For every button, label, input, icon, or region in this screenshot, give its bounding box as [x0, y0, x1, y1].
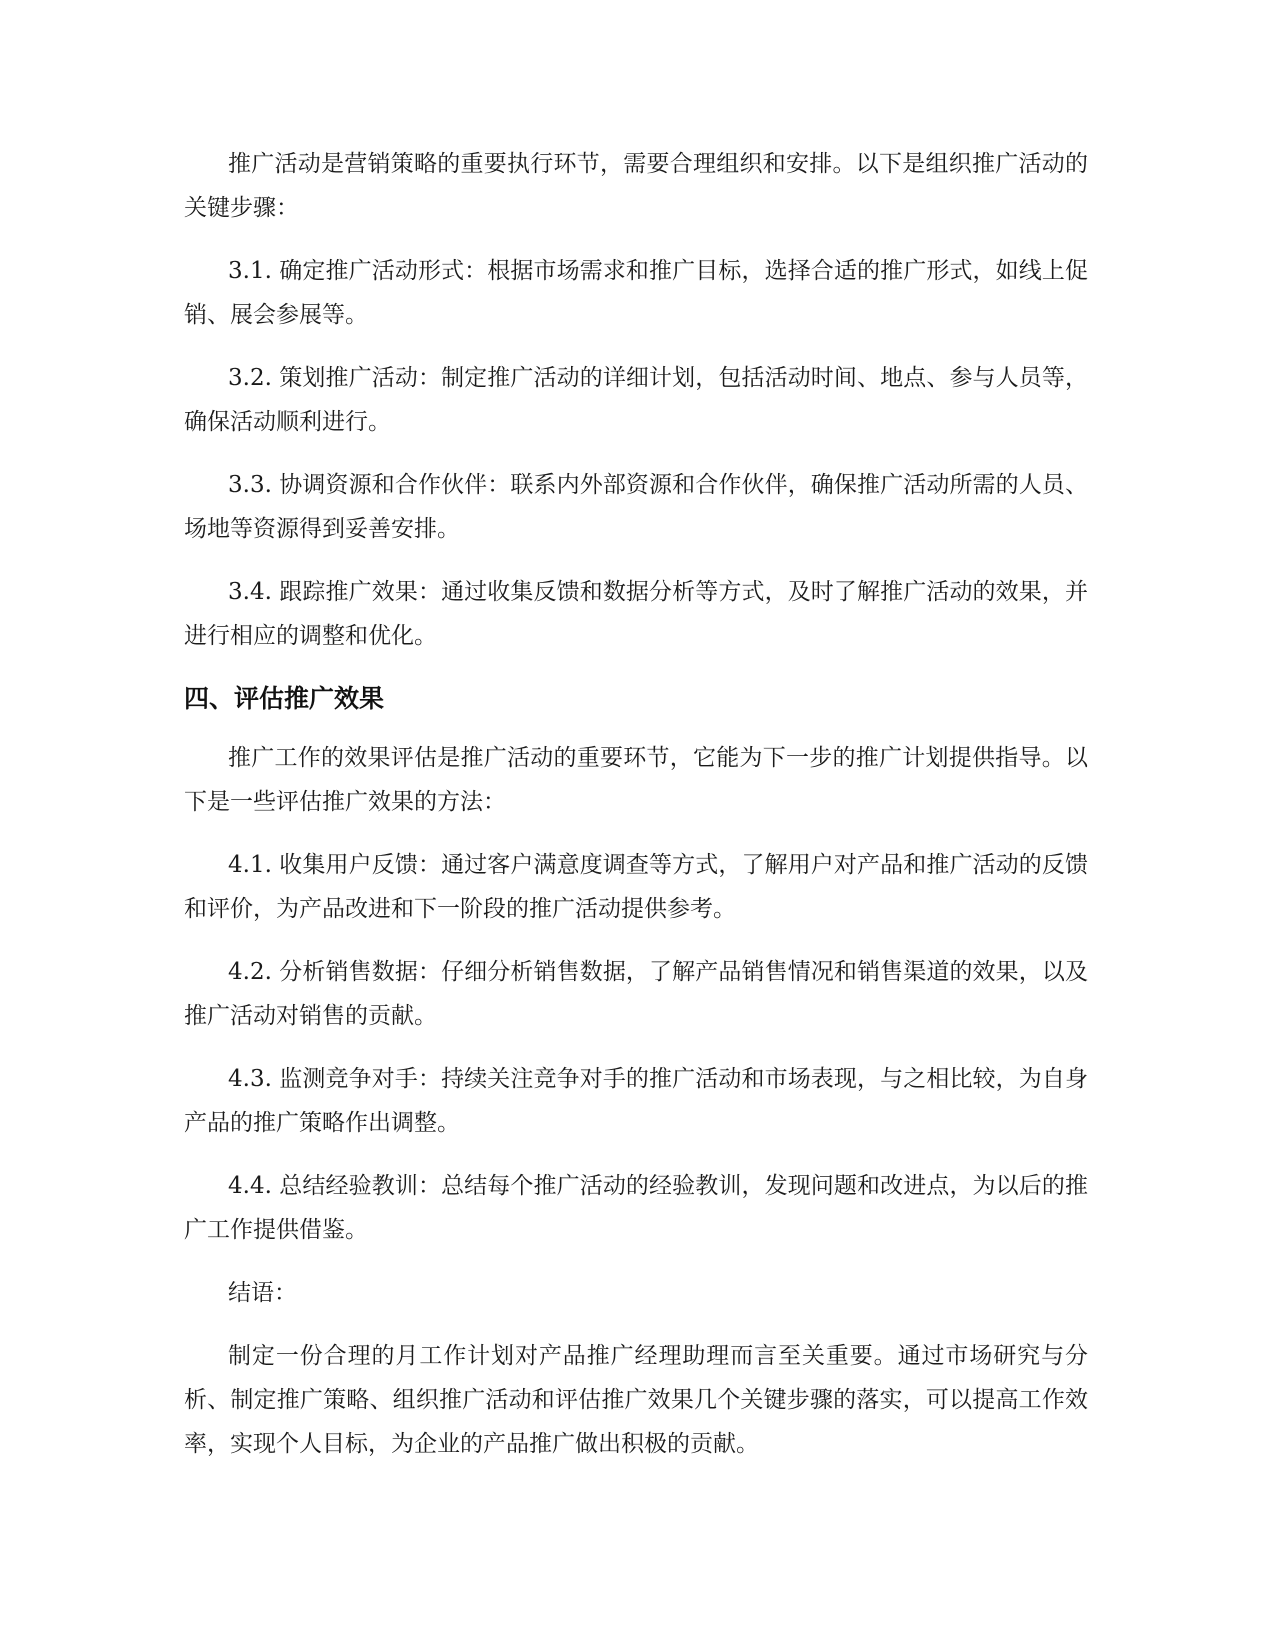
list-item-3-2: 3.2. 策划推广活动：制定推广活动的详细计划，包括活动时间、地点、参与人员等，确保活动顺利进行。	[184, 365, 1088, 435]
list-item-3-3: 3.3. 协调资源和合作伙伴：联系内外部资源和合作伙伴，确保推广活动所需的人员、场地等资源得到妥善安排。	[184, 472, 1088, 542]
list-item-4-3: 4.3. 监测竞争对手：持续关注竞争对手的推广活动和市场表现，与之相比较，为自身产品的推广策略作出调整。	[184, 1066, 1088, 1136]
list-item-3-4: 3.4. 跟踪推广效果：通过收集反馈和数据分析等方式，及时了解推广活动的效果，并进行相应的调整和优化。	[184, 579, 1088, 649]
section-three-intro: 推广活动是营销策略的重要执行环节，需要合理组织和安排。以下是组织推广活动的关键步骤：	[184, 151, 1088, 221]
list-item-3-1: 3.1. 确定推广活动形式：根据市场需求和推广目标，选择合适的推广形式，如线上促销、展会参展等。	[184, 258, 1088, 328]
list-item-4-2: 4.2. 分析销售数据：仔细分析销售数据，了解产品销售情况和销售渠道的效果，以及推广活动对销售的贡献。	[184, 959, 1088, 1029]
section-four-heading: 四、评估推广效果	[184, 684, 385, 713]
list-item-4-1: 4.1. 收集用户反馈：通过客户满意度调查等方式，了解用户对产品和推广活动的反馈和评价，为产品改进和下一阶段的推广活动提供参考。	[184, 852, 1088, 922]
list-item-4-4: 4.4. 总结经验教训：总结每个推广活动的经验教训，发现问题和改进点，为以后的推广工作提供借鉴。	[184, 1173, 1088, 1243]
closing-paragraph: 制定一份合理的月工作计划对产品推广经理助理而言至关重要。通过市场研究与分析、制定推广策略、组织推广活动和评估推广效果几个关键步骤的落实，可以提高工作效率，实现个人目标，为企业的产品推广做出积极的贡献。	[184, 1343, 1088, 1457]
closing-label: 结语：	[228, 1280, 297, 1306]
document-body	[184, 142, 1088, 1485]
section-four-intro: 推广工作的效果评估是推广活动的重要环节，它能为下一步的推广计划提供指导。以下是一些评估推广效果的方法：	[184, 745, 1088, 815]
